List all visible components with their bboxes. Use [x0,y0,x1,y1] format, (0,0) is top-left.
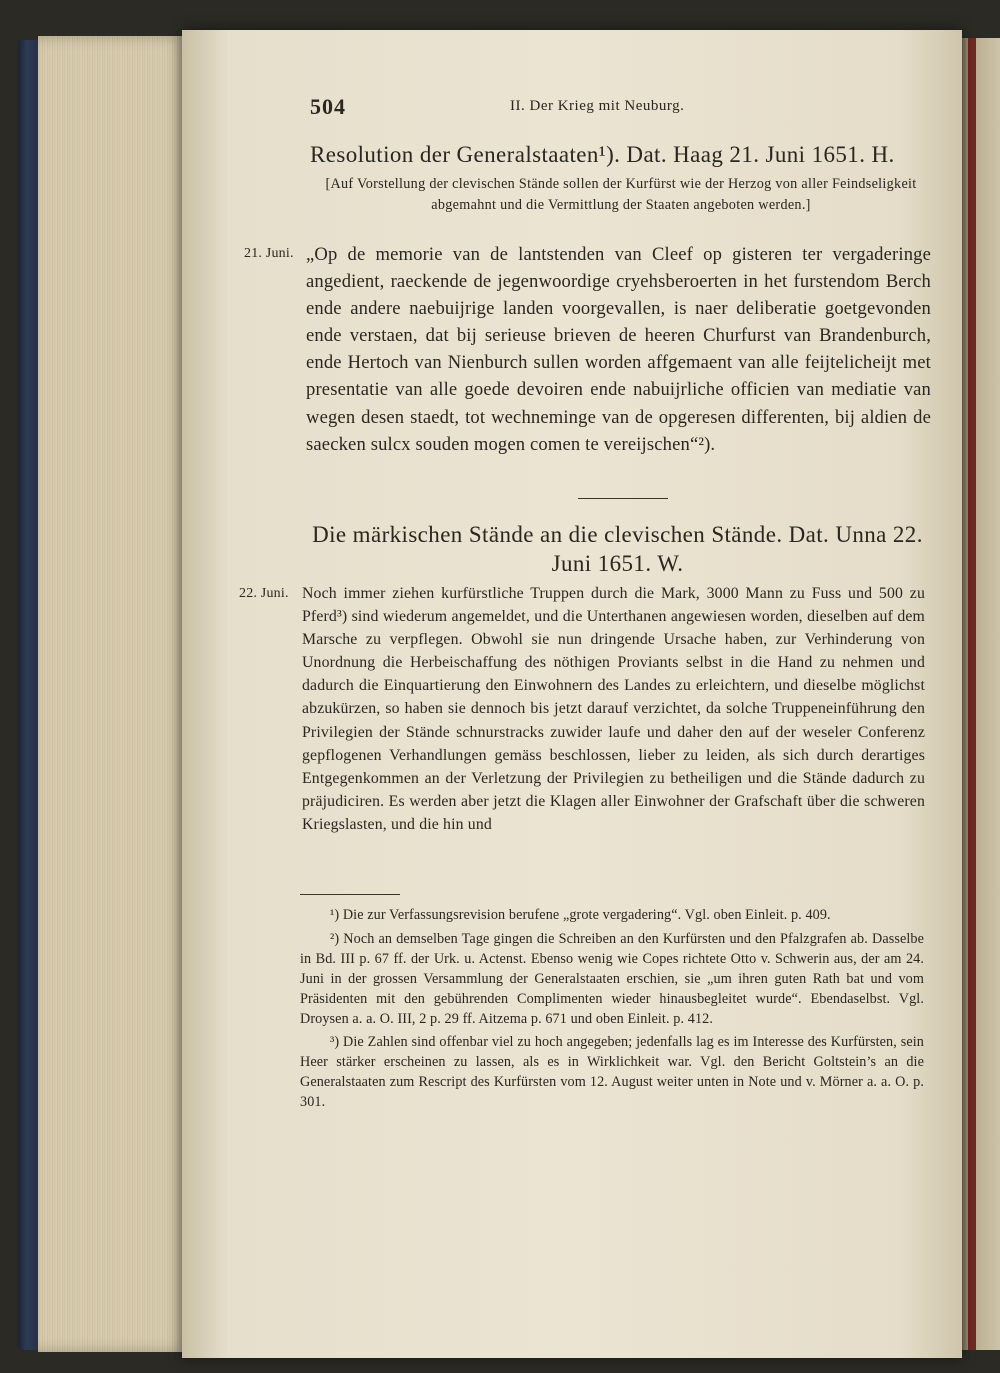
next-page-edge [962,38,1000,1350]
margin-date-1: 21. Juni. [244,246,294,261]
page-edges [38,36,188,1352]
book-spine [18,40,40,1350]
page-header [310,94,930,120]
running-head: II. Der Krieg mit Neuburg. [510,98,685,114]
page-number: 504 [310,94,346,119]
bookmark-ribbon [968,38,976,1350]
footnote-2: ²) Noch an demselben Tage gingen die Schreiben an den Kurfürsten und den Pfalzgrafen ab. Dasselbe in Bd. III p. 67 ff. der Urk. u. Actenst. Ebenso wenig wie Copes richtete Otto v. Schwerin aus, der am 24. Juni in der grossen Versammlung der Generalstaaten erschien, sie „um ihren guten Rath bat und vom Präsidenten mit den gebührenden Complimenten wieder hinausbegleitet wurde“. Ebendaselbst. Vgl. Droysen a. a. O. III, 2 p. 29 ff. Aitzema p. 671 und oben Einleit. p. 412. [300,930,924,1027]
footnote-rule [300,894,400,895]
document-1-text: „Op de memorie van de lantstenden van Cleef op gisteren ter vergaderinge angedient, raeckende de jegenwoordige cryehsberoerten in het furstendom Berch ende andere naebuijrige landen voorgevallen, is naer deliberatie goetgevonden ende verstaen, dat bij serieuse brieven de heeren Churfurst van Brandenburch, ende Hertoch van Nienburch sullen worden affgemaent van alle feijtelicheijt met presentatie van alle goede devoiren ende nabuijrliche officien van mediatie van wegen desen staedt, tot wechneminge van de opgeresen differenten, bij aldien de saecken sulcx souden mogen comen te vereijschen“²). [306,244,931,455]
document-2-text: Noch immer ziehen kurfürstliche Truppen durch die Mark, 3000 Mann zu Fuss und 500 zu Pferd³) sind wiederum angemeldet, und die Unterthanen angewiesen worden, dieselben auf dem Marsche zu verpflegen. Obwohl sie nun dringende Ursache haben, zur Verhinderung von Unordnung die Herbeischaffung des nöthigen Proviants selbst in die Hand zu nehmen und dadurch die Einquartierung den Einwohnern des Landes zu erleichtern, und dieselbe möglichst abzukürzen, so haben sie dennoch bis jetzt darauf verzichtet, da solche Truppeneinführung den Privilegien der Stände schnurstracks zuwider laufe und daher den auf der weseler Conferenz gepflogenen Verhandlungen gemäss beschlossen, lieber zu leiden, als sich durch derartiges Entgegenkommen an der Verletzung der Privilegien zu betheiligen und die Stände dadurch zu präjudiciren. Es werden aber jetzt die Klagen aller Einwohner der Grafschaft über die schweren Kriegslasten, und die hin und [302,585,925,833]
footnote-3: ³) Die Zahlen sind offenbar viel zu hoch angegeben; jedenfalls lag es im Interesse des Kurfürsten, sein Heer stärker erscheinen zu lassen, als es in Wirklichkeit war. Vgl. den Bericht Goltstein’s an die Generalstaaten zum Rescript des Kurfürsten vom 12. August weiter unten in Note und v. Mörner a. a. O. p. 301. [300,1034,924,1111]
footnotes [300,906,924,1117]
footnote-1: ¹) Die zur Verfassungsrevision berufene „grote vergadering“. Vgl. oben Einleit. p. 409. [330,907,831,923]
section-separator [578,498,668,499]
document-1-title: Resolution der Generalstaaten¹). Dat. Haag 21. Juni 1651. H. [310,142,895,167]
document-1-summary-note: [Auf Vorstellung der clevischen Stände sollen der Kurfürst wie der Herzog von aller Feindseligkeit abgemahnt und die Vermittlung der Staaten angeboten werden.] [325,176,917,213]
margin-date-2: 22. Juni. [239,586,289,601]
document-2-title: Die märkischen Stände an die clevischen Stände. Dat. Unna 22. Juni 1651. W. [312,522,923,576]
